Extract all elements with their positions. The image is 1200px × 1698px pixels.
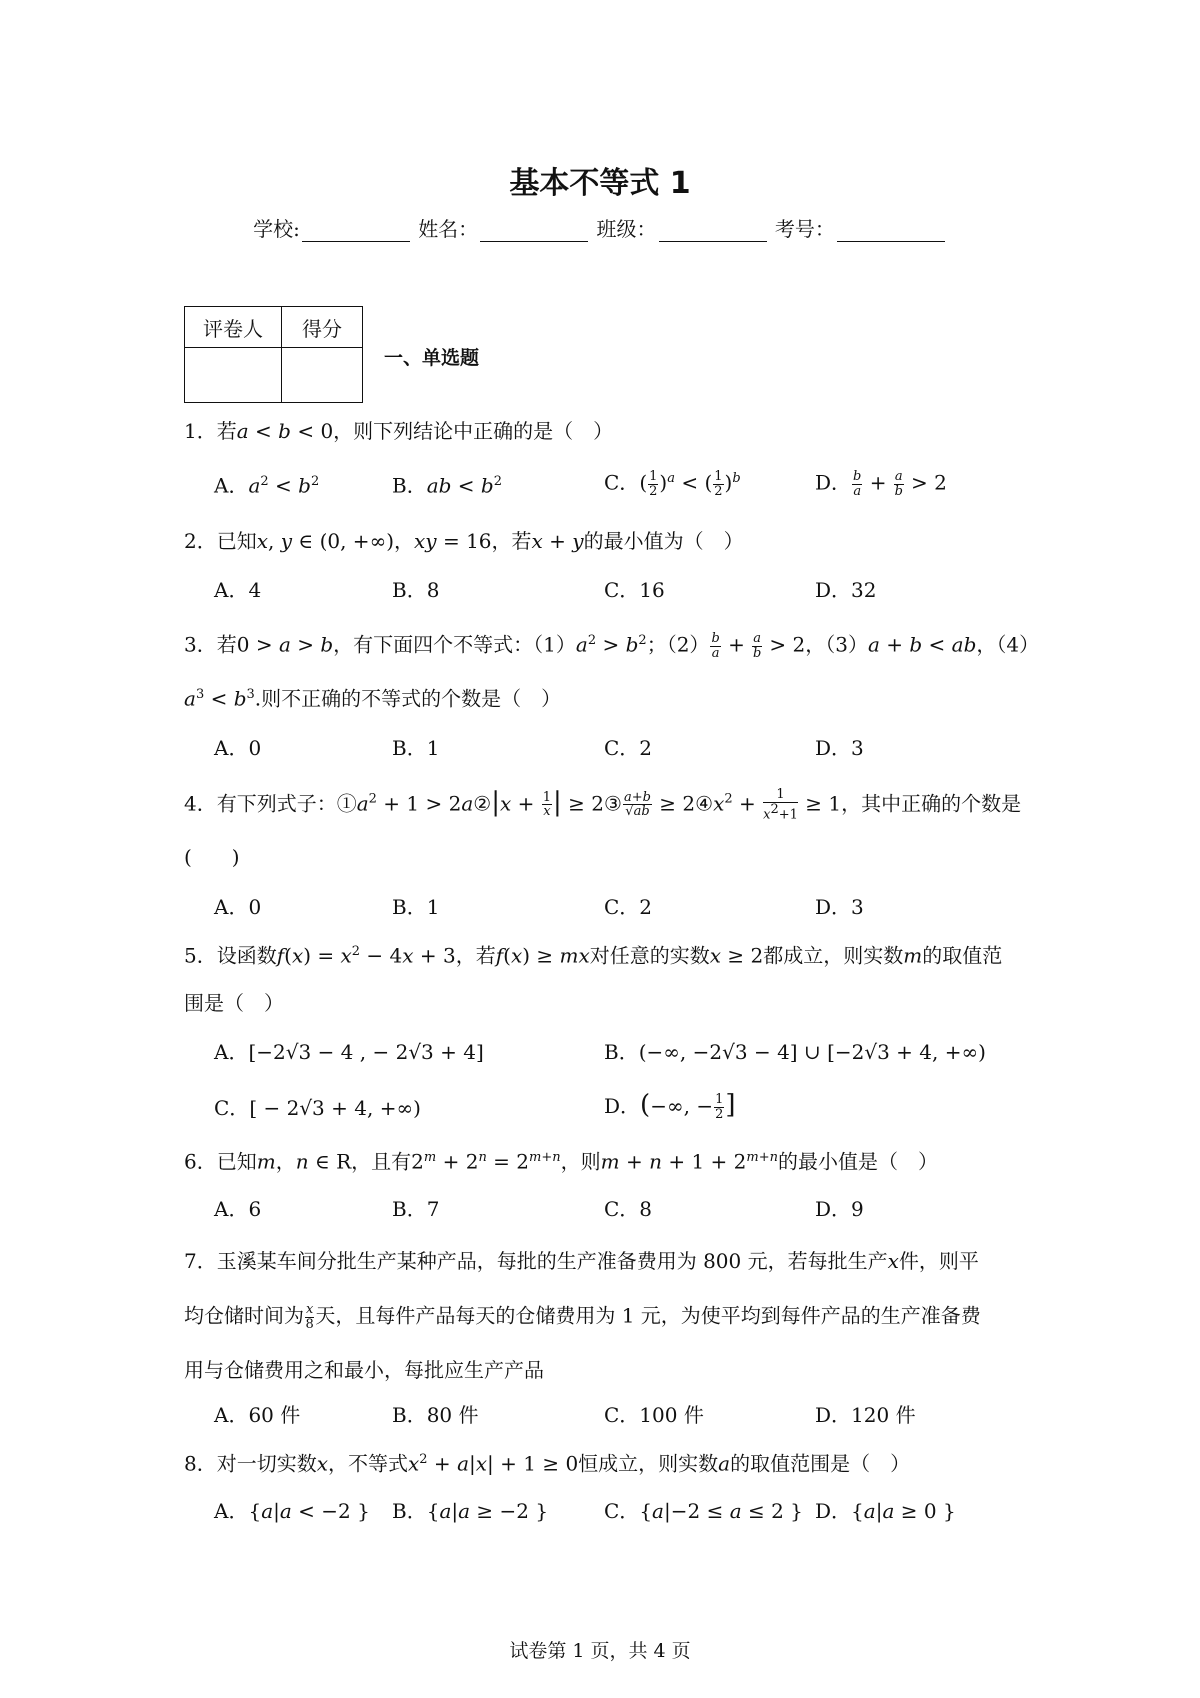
- q1-option-b[interactable]: B．ab < $b^2$: [392, 473, 503, 498]
- q5-option-b[interactable]: B．(−∞, −2√3 − 4] ∪ [−2√3 + 4, +∞): [604, 1040, 986, 1064]
- score-cell[interactable]: [282, 348, 363, 403]
- question-5-stem-line1: 5．设函数$f(x) = x^2 - 4x + 3$，若f(x) ≥ mx对任意的实数x ≥ 2都成立，则实数m的取值范: [184, 943, 1003, 968]
- question-6-stem: 6．已知m，n ∈ R，且有$2^m + 2^n = 2^{m+n}$，则$m + n + 1 + 2^{m+n}$的最小值是（ ）: [184, 1149, 938, 1174]
- q1-option-a[interactable]: A．$a^2 < b^2$: [214, 473, 320, 498]
- question-2-stem: 2．已知x, y ∈ (0, +∞)，xy = 16，若x + y的最小值为（ ）: [184, 529, 744, 553]
- q7-option-b[interactable]: B．80 件: [392, 1403, 479, 1427]
- q4-option-b[interactable]: B．1: [392, 895, 440, 919]
- reviewer-header: 评卷人: [185, 307, 282, 348]
- q2-option-c[interactable]: C．16: [604, 578, 665, 602]
- section-heading: 一、单选题: [384, 347, 480, 369]
- q7-option-c[interactable]: C．100 件: [604, 1403, 704, 1427]
- name-blank[interactable]: [480, 219, 588, 242]
- q3-option-a[interactable]: A．0: [214, 736, 262, 760]
- question-7-stem-line1: 7．玉溪某车间分批生产某种产品，每批的生产准备费用为 800 元，若每批生产x件，则平: [184, 1249, 979, 1273]
- name-label: 姓名：: [418, 217, 479, 241]
- page-title: 基本不等式 1: [509, 166, 691, 201]
- q2-option-b[interactable]: B．8: [392, 578, 440, 602]
- student-info-line: [0, 213, 1200, 242]
- q8-option-d[interactable]: D．{a|a ≥ 0 }: [815, 1499, 956, 1523]
- q1-option-c[interactable]: C．( $\frac{1}{2}$ )$^a$ < ( $\frac{1}{2}$ )$^b$: [604, 469, 741, 499]
- q7-option-a[interactable]: A．60 件: [214, 1403, 301, 1427]
- q3-option-c[interactable]: C．2: [604, 736, 653, 760]
- question-4-stem-line1: 4．有下列式子：$①a^2 + 1$ > 2a②|x + $\frac{1}{x}$ | ≥ 2③ $\frac{a+b}{√ab}$ ≥ $2④x^2$ + $\frac{1}{x^2+1}$ ≥ 1，其中正确的个数是: [184, 787, 1022, 822]
- reviewer-cell[interactable]: [185, 348, 282, 403]
- q2-option-d[interactable]: D．32: [815, 578, 877, 602]
- q4-option-d[interactable]: D．3: [815, 895, 864, 919]
- q6-option-d[interactable]: D．9: [815, 1197, 864, 1221]
- grading-table: [184, 306, 363, 403]
- question-3-stem-line1: 3．若0 > a > b，有下面四个不等式：$(1)a^2 > b^2$；（2） $\frac{b}{a}$ + $\frac{a}{b}$ > 2，（3）a + b < ab，（4）: [184, 631, 1040, 661]
- q3-option-d[interactable]: D．3: [815, 736, 864, 760]
- score-header: 得分: [282, 307, 363, 348]
- school-label: 学校:: [253, 217, 300, 241]
- page-footer: 试卷第 1 页，共 4 页: [509, 1640, 691, 1662]
- question-3-stem-line2: $a^3 < b^3$.则不正确的不等式的个数是（ ）: [184, 686, 562, 711]
- q6-option-c[interactable]: C．8: [604, 1197, 653, 1221]
- q6-option-a[interactable]: A．6: [214, 1197, 262, 1221]
- q4-option-c[interactable]: C．2: [604, 895, 653, 919]
- question-8-stem: 8．对一切实数x，不等式$x^2 + a|x| + 1 \ge 0$恒成立，则实数a的取值范围是（ ）: [184, 1451, 911, 1476]
- question-7-stem-line3: 用与仓储费用之和最小，每批应生产产品: [184, 1358, 544, 1382]
- question-5-stem-line2: 围是（ ）: [184, 991, 284, 1015]
- q8-option-c[interactable]: C．{a|−2 ≤ a ≤ 2 }: [604, 1499, 803, 1523]
- q5-option-c[interactable]: C．[ − 2√3 + 4, +∞): [214, 1096, 421, 1120]
- q6-option-b[interactable]: B．7: [392, 1197, 440, 1221]
- class-label: 班级：: [596, 217, 657, 241]
- q8-option-b[interactable]: B．{a|a ≥ −2 }: [392, 1499, 549, 1523]
- q2-option-a[interactable]: A．4: [214, 578, 262, 602]
- class-blank[interactable]: [659, 219, 767, 242]
- q7-option-d[interactable]: D．120 件: [815, 1403, 916, 1427]
- exam-no-blank[interactable]: [837, 219, 945, 242]
- q8-option-a[interactable]: A．{a|a < −2 }: [214, 1499, 370, 1523]
- question-4-stem-line2: ( ): [184, 845, 240, 869]
- exam-no-label: 考号：: [774, 217, 835, 241]
- q5-option-a[interactable]: A．[−2√3 − 4 , − 2√3 + 4]: [214, 1040, 484, 1064]
- q1-option-d[interactable]: D． $\frac{b}{a}$ + $\frac{a}{b}$ > 2: [815, 469, 947, 499]
- q5-option-d[interactable]: D．(−∞, − $\frac{1}{2}$ ]: [604, 1090, 736, 1122]
- question-1-stem: 1．若a < b < 0，则下列结论中正确的是（ ）: [184, 419, 614, 443]
- school-blank[interactable]: [302, 219, 410, 242]
- question-7-stem-line2: 均仓储时间为 $\frac{x}{8}$ 天，且每件产品每天的仓储费用为 1 元，为使平均到每件产品的生产准备费: [184, 1302, 981, 1332]
- q4-option-a[interactable]: A．0: [214, 895, 262, 919]
- q3-option-b[interactable]: B．1: [392, 736, 440, 760]
